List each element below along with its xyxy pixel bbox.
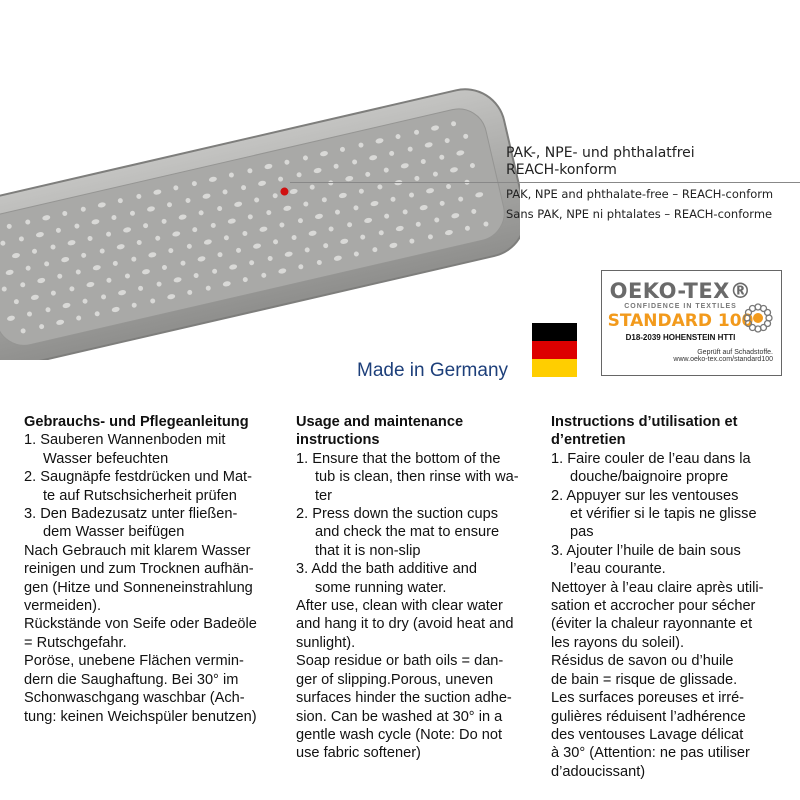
instructions-heading: Usage and maintenance: [296, 414, 464, 430]
paragraph-line: Résidus de savon ou d’huile: [551, 653, 734, 670]
paragraph-line: (éviter la chaleur rayonnante et: [551, 616, 753, 633]
paragraph-line: and hang it to dry (avoid heat and: [296, 616, 514, 633]
paragraph-line: Nettoyer à l’eau claire après utili-: [551, 579, 764, 596]
instructions-heading: instructions: [296, 432, 380, 449]
paragraph-line: surfaces hinder the suction adhe-: [296, 690, 512, 707]
oeko-tex-label: [601, 270, 782, 376]
paragraph-line: tung: keinen Weichspüler benutzen): [24, 708, 257, 725]
bath-mat-image: [0, 0, 520, 360]
numbered-step: 2. Appuyer sur les ventouses: [551, 487, 739, 504]
paragraph-line: des ventouses Lavage délicat: [551, 726, 744, 743]
paragraph-line: = Rutschgefahr.: [24, 634, 127, 651]
paragraph-line: sunlight).: [296, 634, 356, 651]
claim-divider: [290, 182, 800, 183]
paragraph-line: gentle wash cycle (Note: Do not: [296, 726, 503, 743]
oeko-tex-tagline: CONFIDENCE IN TEXTILES: [624, 303, 737, 310]
instructions-german: [24, 413, 294, 726]
instructions-heading: d’entretien: [551, 432, 626, 449]
paragraph-line: After use, clean with clear water: [296, 598, 503, 615]
numbered-step: 3. Add the bath additive and: [296, 561, 477, 578]
step-continuation: douche/baignoire propre: [570, 469, 729, 486]
instructions-heading: Gebrauchs- und Pflegeanleitung: [24, 414, 249, 430]
numbered-step: 1. Ensure that the bottom of the: [296, 450, 501, 467]
numbered-step: 1. Sauberen Wannenboden mit: [24, 432, 226, 449]
paragraph-line: use fabric softener): [296, 745, 421, 762]
numbered-step: 2. Saugnäpfe festdrücken und Mat-: [24, 469, 252, 486]
german-flag-icon: [532, 323, 577, 377]
numbered-step: 3. Den Badezusatz unter fließen-: [24, 506, 238, 523]
step-continuation: tub is clean, then rinse with wa-: [315, 469, 519, 486]
claim-english: PAK, NPE and phthalate-free – REACH-conform: [506, 187, 774, 201]
paragraph-line: Nach Gebrauch mit klarem Wasser: [24, 542, 251, 559]
numbered-step: 2. Press down the suction cups: [296, 506, 498, 523]
step-continuation: l’eau courante.: [570, 561, 666, 578]
step-continuation: dem Wasser beifügen: [43, 524, 185, 541]
claim-german: [506, 145, 695, 179]
oeko-tex-tested: Geprüft auf Schadstoffe.: [697, 349, 773, 356]
claim-de-line2: REACH-konform: [506, 162, 617, 178]
paragraph-line: d’adoucissant): [551, 763, 646, 780]
paragraph-line: vermeiden).: [24, 598, 102, 615]
paragraph-line: reinigen und zum Trocknen aufhän-: [24, 561, 254, 578]
instructions-heading: Instructions d’utilisation et: [551, 414, 738, 430]
oeko-tex-title: OEKO-TEX®: [609, 279, 752, 303]
step-continuation: Wasser befeuchten: [43, 450, 169, 467]
paragraph-line: Soap residue or bath oils = dan-: [296, 653, 504, 670]
instructions-french: [551, 413, 800, 781]
paragraph-line: ger of slipping.Porous, uneven: [296, 671, 494, 688]
step-continuation: pas: [570, 524, 594, 541]
claim-de-line1: PAK-, NPE- und phthalatfrei: [506, 145, 695, 161]
paragraph-line: Schonwaschgang waschbar (Ach-: [24, 690, 245, 707]
paragraph-line: Poröse, unebene Flächen vermin-: [24, 653, 244, 670]
paragraph-line: de bain = risque de glissade.: [551, 671, 738, 688]
paragraph-line: sation et accrocher pour sécher: [551, 598, 756, 615]
step-continuation: and check the mat to ensure: [315, 524, 500, 541]
step-continuation: that it is non-slip: [315, 542, 421, 559]
paragraph-line: sion. Can be washed at 30° in a: [296, 708, 503, 725]
paragraph-line: Les surfaces poreuses et irré-: [551, 690, 745, 707]
oeko-tex-standard: STANDARD 100: [607, 311, 754, 331]
oeko-tex-url: www.oeko-tex.com/standard100: [673, 356, 773, 363]
paragraph-line: les rayons du soleil).: [551, 634, 685, 651]
step-continuation: some running water.: [315, 579, 447, 596]
step-continuation: te auf Rutschsicherheit prüfen: [43, 487, 237, 504]
paragraph-line: gulières réduisent l’adhérence: [551, 708, 746, 725]
made-in-germany-text: Made in Germany: [357, 360, 509, 381]
step-continuation: et vérifier si le tapis ne glisse: [570, 506, 757, 523]
oeko-tex-code: D18-2039 HOHENSTEIN HTTI: [625, 333, 736, 342]
paragraph-line: gen (Hitze und Sonneneinstrahlung: [24, 579, 253, 596]
paragraph-line: dern die Saughaftung. Bei 30° im: [24, 671, 239, 688]
paragraph-line: Rückstände von Seife oder Badeöle: [24, 616, 257, 633]
step-continuation: ter: [315, 487, 333, 504]
instructions-english: [296, 413, 546, 763]
claim-french: Sans PAK, NPE ni phtalates – REACH-conforme: [506, 207, 773, 221]
numbered-step: 1. Faire couler de l’eau dans la: [551, 450, 751, 467]
oeko-tex-flower-icon: [741, 301, 775, 335]
paragraph-line: à 30° (Attention: ne pas utiliser: [551, 745, 750, 762]
numbered-step: 3. Ajouter l’huile de bain sous: [551, 542, 741, 559]
